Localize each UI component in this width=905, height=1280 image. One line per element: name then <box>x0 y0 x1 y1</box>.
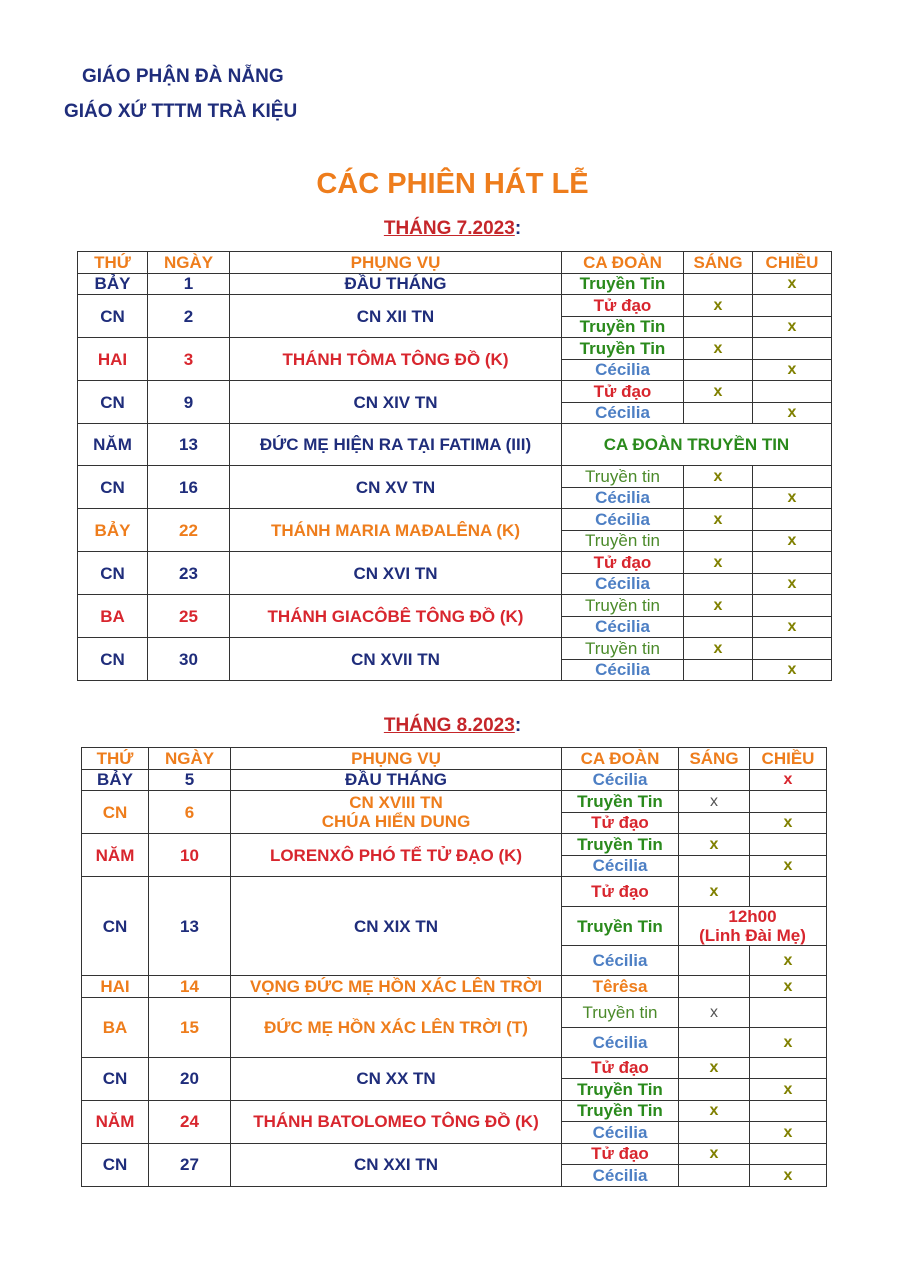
choir-cell: Tử đạo <box>562 381 684 403</box>
header-row <box>78 252 832 274</box>
liturgy-text: THÁNH MARIA MAĐALÊNA (K) <box>271 520 520 540</box>
choir-cell: Cécilia <box>562 769 679 791</box>
table-row <box>82 1100 827 1122</box>
evening-mark <box>753 466 832 488</box>
choir-wide-cell: CA ĐOÀN TRUYỀN TIN <box>562 424 832 466</box>
date-cell: 30 <box>148 638 230 681</box>
evening-mark <box>753 381 832 403</box>
parish-title: GIÁO XỨ TTTM TRÀ KIỆU <box>64 101 298 122</box>
date-cell: 20 <box>149 1057 231 1100</box>
schedule-table-august <box>81 747 827 1187</box>
liturgy-text: CN XX TN <box>356 1069 436 1088</box>
liturgy-text: ĐỨC MẸ HIỆN RA TẠI FATIMA (III) <box>259 435 532 454</box>
liturgy-text: THÁNH GIACÔBÊ TÔNG ĐỒ (K) <box>267 606 524 626</box>
evening-mark: x <box>753 487 832 509</box>
liturgy-text: THÁNH BATOLOMEO TÔNG ĐỒ (K) <box>253 1112 539 1131</box>
choir-cell: Cécilia <box>562 1027 679 1057</box>
special-time: 12h00 <box>728 907 777 926</box>
date-cell: 13 <box>149 877 231 976</box>
morning-mark: x <box>679 877 750 907</box>
morning-mark <box>684 659 753 681</box>
liturgy-cell <box>230 424 562 466</box>
evening-mark: x <box>750 812 827 834</box>
evening-mark <box>753 295 832 317</box>
evening-mark <box>750 997 827 1027</box>
weekday-cell: CN <box>78 381 148 424</box>
date-cell: 23 <box>148 552 230 595</box>
table-row <box>78 466 832 488</box>
table-row <box>82 1143 827 1165</box>
column-header: CHIỀU <box>750 748 827 770</box>
evening-mark: x <box>750 1165 827 1187</box>
liturgy-text: CN XVIII TN <box>349 793 443 812</box>
evening-mark: x <box>750 1027 827 1057</box>
evening-mark: x <box>750 1122 827 1144</box>
choir-cell: Truyền Tin <box>562 338 684 360</box>
choir-cell: Truyền Tin <box>562 834 679 856</box>
morning-mark: x <box>684 638 753 660</box>
evening-mark: x <box>750 855 827 877</box>
choir-cell: Cécilia <box>562 509 684 531</box>
liturgy-text: CN XVI TN <box>353 563 438 583</box>
choir-cell: Truyền tin <box>562 595 684 617</box>
table-row <box>78 338 832 360</box>
liturgy-cell <box>230 338 562 381</box>
evening-mark: x <box>753 359 832 381</box>
column-header: THỨ <box>78 252 148 274</box>
page-title: CÁC PHIÊN HÁT LỄ <box>316 168 589 200</box>
evening-mark <box>750 834 827 856</box>
month-label: THÁNG 7.2023 <box>383 218 515 239</box>
evening-mark: x <box>753 316 832 338</box>
liturgy-text: CN XXI TN <box>353 1155 439 1174</box>
date-cell: 15 <box>149 997 231 1057</box>
morning-mark <box>684 487 753 509</box>
liturgy-text: CN XII TN <box>356 306 435 326</box>
evening-mark <box>750 1057 827 1079</box>
liturgy-cell <box>231 997 562 1057</box>
morning-mark: x <box>684 295 753 317</box>
diocese-title: GIÁO PHẬN ĐÀ NẴNG <box>82 66 284 87</box>
morning-mark <box>684 359 753 381</box>
table-row <box>82 834 827 856</box>
choir-cell: Tử đạo <box>562 552 684 574</box>
liturgy-text: ĐẦU THÁNG <box>345 770 447 790</box>
weekday-cell: HAI <box>78 338 148 381</box>
choir-cell: Cécilia <box>562 573 684 595</box>
choir-cell: Tử đạo <box>562 877 679 907</box>
month-heading-july <box>0 218 905 240</box>
column-header: SÁNG <box>679 748 750 770</box>
choir-cell: Cécilia <box>562 659 684 681</box>
liturgy-text: ĐẦU THÁNG <box>344 274 447 294</box>
date-cell: 5 <box>149 769 231 791</box>
choir-cell: Truyền Tin <box>562 1079 679 1101</box>
morning-mark <box>684 616 753 638</box>
special-location: (Linh Đài Mẹ) <box>699 926 806 945</box>
choir-cell: Cécilia <box>562 946 679 976</box>
date-cell: 25 <box>148 595 230 638</box>
evening-mark: x <box>750 769 827 791</box>
liturgy-cell <box>231 791 562 834</box>
table-row <box>78 295 832 317</box>
morning-mark <box>679 1027 750 1057</box>
weekday-cell: CN <box>82 1143 149 1186</box>
morning-mark: x <box>684 338 753 360</box>
morning-mark <box>684 316 753 338</box>
date-cell: 6 <box>149 791 231 834</box>
date-cell: 9 <box>148 381 230 424</box>
choir-cell: Têrêsa <box>562 976 679 998</box>
column-header: CHIỀU <box>753 252 832 274</box>
weekday-cell: NĂM <box>82 834 149 877</box>
column-header: PHỤNG VỤ <box>231 748 562 770</box>
evening-mark <box>753 338 832 360</box>
table-row <box>78 552 832 574</box>
column-header: CA ĐOÀN <box>562 252 684 274</box>
morning-mark <box>684 573 753 595</box>
choir-cell: Truyền Tin <box>562 1100 679 1122</box>
table-row <box>78 509 832 531</box>
weekday-cell: BẢY <box>78 509 148 552</box>
special-time-cell <box>679 907 827 946</box>
weekday-cell: CN <box>82 877 149 976</box>
evening-mark: x <box>753 659 832 681</box>
choir-cell: Truyền Tin <box>562 316 684 338</box>
weekday-cell: CN <box>78 638 148 681</box>
evening-mark: x <box>750 976 827 998</box>
month-suffix: : <box>514 715 522 736</box>
liturgy-cell <box>231 769 562 791</box>
morning-mark <box>684 402 753 424</box>
choir-cell: Cécilia <box>562 855 679 877</box>
evening-mark: x <box>750 946 827 976</box>
liturgy-cell <box>230 509 562 552</box>
evening-mark: x <box>753 573 832 595</box>
choir-cell: Cécilia <box>562 616 684 638</box>
choir-cell: Tử đạo <box>562 812 679 834</box>
evening-mark: x <box>753 530 832 552</box>
liturgy-cell <box>230 295 562 338</box>
weekday-cell: CN <box>78 552 148 595</box>
liturgy-cell <box>230 638 562 681</box>
choir-cell: Cécilia <box>562 1165 679 1187</box>
column-header: NGÀY <box>148 252 230 274</box>
date-cell: 24 <box>149 1100 231 1143</box>
month-heading-august <box>0 715 905 737</box>
table-row <box>78 424 832 466</box>
liturgy-cell <box>230 273 562 295</box>
weekday-cell: BẢY <box>78 273 148 295</box>
table-row <box>78 595 832 617</box>
evening-mark <box>753 552 832 574</box>
weekday-cell: BẢY <box>82 769 149 791</box>
table-row <box>78 638 832 660</box>
morning-mark <box>679 812 750 834</box>
choir-cell: Cécilia <box>562 359 684 381</box>
morning-mark <box>679 1165 750 1187</box>
weekday-cell: BA <box>78 595 148 638</box>
morning-mark <box>684 273 753 295</box>
liturgy-text-2: CHÚA HIỂN DUNG <box>321 812 471 831</box>
evening-mark <box>753 638 832 660</box>
schedule-table-july <box>77 251 832 681</box>
choir-cell: Cécilia <box>562 402 684 424</box>
choir-cell: Truyền Tin <box>562 907 679 946</box>
evening-mark <box>750 1100 827 1122</box>
liturgy-cell <box>231 976 562 998</box>
evening-mark: x <box>753 273 832 295</box>
date-cell: 1 <box>148 273 230 295</box>
evening-mark <box>750 877 827 907</box>
morning-mark <box>679 976 750 998</box>
weekday-cell: CN <box>78 295 148 338</box>
column-header: CA ĐOÀN <box>562 748 679 770</box>
table-row <box>82 769 827 791</box>
liturgy-text: CN XIV TN <box>353 392 438 412</box>
choir-cell: Truyền Tin <box>562 273 684 295</box>
evening-mark <box>750 791 827 813</box>
weekday-cell: CN <box>82 791 149 834</box>
table-row <box>82 976 827 998</box>
morning-mark: x <box>679 1057 750 1079</box>
table-row <box>82 997 827 1027</box>
choir-cell: Tử đạo <box>562 295 684 317</box>
evening-mark: x <box>750 1079 827 1101</box>
liturgy-cell <box>230 595 562 638</box>
evening-mark <box>753 509 832 531</box>
choir-cell: Truyền Tin <box>562 791 679 813</box>
morning-mark <box>679 1122 750 1144</box>
date-cell: 22 <box>148 509 230 552</box>
header-row <box>82 748 827 770</box>
weekday-cell: BA <box>82 997 149 1057</box>
evening-mark: x <box>753 402 832 424</box>
table-row <box>78 381 832 403</box>
morning-mark: x <box>684 509 753 531</box>
morning-mark <box>679 946 750 976</box>
weekday-cell: NĂM <box>78 424 148 466</box>
morning-mark: x <box>684 466 753 488</box>
morning-mark <box>684 530 753 552</box>
choir-cell: Truyền tin <box>562 466 684 488</box>
table-row <box>78 273 832 295</box>
morning-mark <box>679 769 750 791</box>
morning-mark: x <box>679 791 750 813</box>
morning-mark <box>679 1079 750 1101</box>
evening-mark: x <box>753 616 832 638</box>
morning-mark: x <box>679 1143 750 1165</box>
column-header: THỨ <box>82 748 149 770</box>
month-label: THÁNG 8.2023 <box>383 715 515 736</box>
liturgy-text: THÁNH TÔMA TÔNG ĐỒ (K) <box>282 349 509 369</box>
date-cell: 3 <box>148 338 230 381</box>
liturgy-cell <box>231 1100 562 1143</box>
liturgy-text: CN XVII TN <box>351 649 440 669</box>
liturgy-text: CN XV TN <box>355 477 436 497</box>
morning-mark: x <box>679 1100 750 1122</box>
month-suffix: : <box>514 218 522 239</box>
choir-cell: Truyền tin <box>562 530 684 552</box>
choir-cell: Cécilia <box>562 487 684 509</box>
morning-mark: x <box>684 595 753 617</box>
date-cell: 27 <box>149 1143 231 1186</box>
choir-cell: Tử đạo <box>562 1143 679 1165</box>
liturgy-cell <box>231 1143 562 1186</box>
date-cell: 2 <box>148 295 230 338</box>
date-cell: 14 <box>149 976 231 998</box>
choir-cell: Cécilia <box>562 1122 679 1144</box>
column-header: SÁNG <box>684 252 753 274</box>
date-cell: 16 <box>148 466 230 509</box>
date-cell: 10 <box>149 834 231 877</box>
liturgy-text: LORENXÔ PHÓ TẾ TỬ ĐẠO (K) <box>269 845 523 865</box>
column-header: PHỤNG VỤ <box>230 252 562 274</box>
liturgy-cell <box>231 877 562 976</box>
morning-mark: x <box>679 997 750 1027</box>
table-row <box>82 877 827 907</box>
choir-cell: Truyền tin <box>562 638 684 660</box>
date-cell: 13 <box>148 424 230 466</box>
liturgy-text: VỌNG ĐỨC MẸ HỒN XÁC LÊN TRỜI <box>249 976 543 996</box>
choir-cell: Truyền tin <box>562 997 679 1027</box>
liturgy-cell <box>231 834 562 877</box>
weekday-cell: NĂM <box>82 1100 149 1143</box>
weekday-cell: CN <box>82 1057 149 1100</box>
liturgy-cell <box>230 552 562 595</box>
table-row <box>82 791 827 813</box>
evening-mark <box>753 595 832 617</box>
morning-mark <box>679 855 750 877</box>
liturgy-cell <box>230 381 562 424</box>
liturgy-cell <box>230 466 562 509</box>
table-row <box>82 1057 827 1079</box>
column-header: NGÀY <box>149 748 231 770</box>
choir-cell: Tử đạo <box>562 1057 679 1079</box>
liturgy-text: CN XIX TN <box>353 916 439 936</box>
morning-mark: x <box>684 552 753 574</box>
morning-mark: x <box>679 834 750 856</box>
morning-mark: x <box>684 381 753 403</box>
evening-mark <box>750 1143 827 1165</box>
weekday-cell: CN <box>78 466 148 509</box>
liturgy-cell <box>231 1057 562 1100</box>
weekday-cell: HAI <box>82 976 149 998</box>
liturgy-text: ĐỨC MẸ HỒN XÁC LÊN TRỜI (T) <box>264 1017 528 1037</box>
